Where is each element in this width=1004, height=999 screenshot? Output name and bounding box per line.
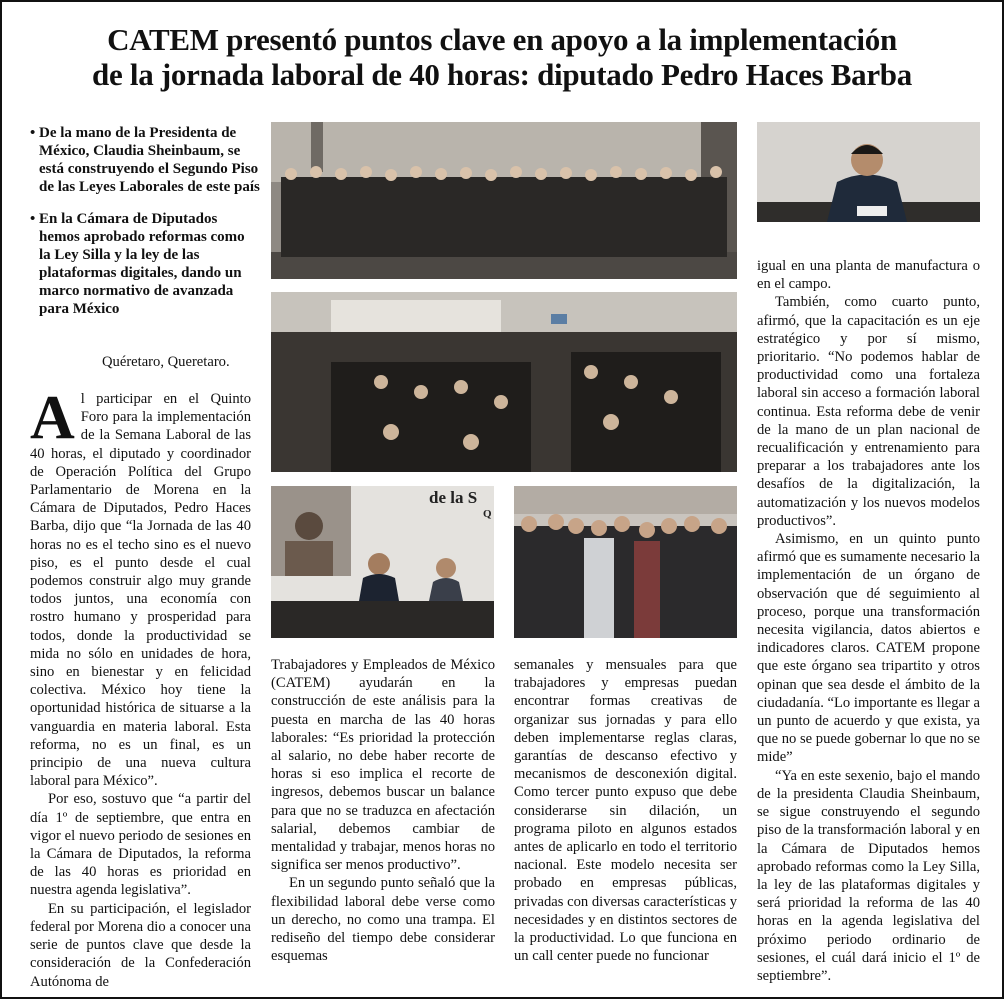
bullet-text: De la mano de la Presidenta de México, Claudia Sheinbaum, se está construyendo el Segundo Piso de las Leyes Laborales de este país xyxy=(39,125,260,195)
summary-bullet xyxy=(30,124,260,196)
paragraph: Trabajadores y Empleados de México (CATEM) ayudarán en la construcción de este análisis para la puesta en marcha de las 40 horas laborales: “Es prioridad la protección al salario, no debe haber recorte de horas si eso implica el recorte de ingresos, debemos buscar un balance para que no se traduzca en afectación salarial, debemos cambiar de mentalidad y trabajar, menos horas no significa ser menos productivo”. xyxy=(271,657,495,874)
article-column-3 xyxy=(514,656,737,965)
small-group-photo xyxy=(514,486,737,638)
paragraph: semanales y mensuales para que trabajadores y empresas puedan encontrar formas creativas de organizar sus jornadas y para ello deben implementarse reglas claras, garantías de descanso efectivo y mecanismos de desconexión digital. Como tercer punto expuso que debe considerarse sin dilación, un programa piloto en algunos estados antes de aplicarlo en todo el territorio nacional. Este modelo necesita ser probado en empresas públicas, privadas con diversas características y necesidades y en distintos sectores de la productividad. Lo que funciona en un call center puede no funcionar xyxy=(514,657,737,965)
paragraph: “Ya en este sexenio, bajo el mando de la presidenta Claudia Sheinbaum, se sigue construyendo el segundo piso de la transformación laboral y en la Cámara de Diputados hemos aprobado reformas como la Ley Silla, la ley de las plataformas digitales y será prioridad la reforma de las 40 horas en la agenda legislativa del próximo periodo ordinario de sesiones, el cuál dará inicio el 1º de septiembre”. xyxy=(757,767,980,984)
paragraph: En un segundo punto señaló que la flexibilidad laboral debe verse como un derecho, no como una trampa. El rediseño del tiempo debe considerar esquemas xyxy=(271,875,495,965)
paragraph: Por eso, sostuvo que “a partir del día 1º de septiembre, que entra en vigor el nuevo periodo de sesiones en la Cámara de Diputados, la reforma de las 40 horas es prioridad en nuestra agenda legislativa”. xyxy=(30,791,251,899)
summary-bullets xyxy=(30,124,260,332)
article-column-4 xyxy=(757,257,980,985)
article-column-2 xyxy=(271,656,495,965)
headline-line-2: de la jornada laboral de 40 horas: diputado Pedro Haces Barba xyxy=(92,57,912,92)
paragraph-text: l participar en el Quinto Foro para la implementación de la Semana Laboral de las 40 horas, el diputado y coordinador de Operación Política del Grupo Parlamentario de Morena en la Cámara de Diputados, Pedro Haces Barba, dijo que “la Jornada de las 40 horas no es el techo sino es el nuevo piso, es el punto desde el cual podemos construir algo muy grande todos juntos, una economía con rostro humano y prosperidad para todos, donde la productividad se mida no sólo en unidades de hora, sino en bienestar y en felicidad colectiva. México hoy tiene la oportunidad histórica de situarse a la vanguardia en materia laboral. Esta reforma, no es un final, es un principio de una nueva cultura laboral para México”. xyxy=(30,391,251,790)
bullet-marker: • xyxy=(30,125,36,141)
paragraph: También, como cuarto punto, afirmó, que la capacitación es un eje estratégico y por sí mismo, prioritario. “No podemos hablar de productividad como una fortaleza laboral sin acceso a formación laboral continua. Esta reforma debe de venir de la mano de un plan nacional de recualificación y entrenamiento para preparar a los trabajadores ante los desafíos de la digitalización, la automatización y los nuevos modelos productivos”. xyxy=(757,294,980,529)
paragraph: Asimismo, en un quinto punto afirmó que es sumamente necesario la implementación de un órgano de observación que dé seguimiento al proceso, porque una transformación necesita vigilancia, datos abiertos e indicadores claros. CATEM propone que este órgano sea tripartito y otros opinan que sea desde el ámbito de la ciudadanía. “Lo importante es llegar a un punto de acuerdo y que exista, ya que no se puede gobernar lo que no se mide” xyxy=(757,531,980,766)
speaker-photo xyxy=(757,122,980,222)
group-photo xyxy=(271,122,737,279)
paragraph: En su participación, el legislador federal por Morena dio a conocer una serie de puntos clave que desde la consideración de la Confederación Autónoma de xyxy=(30,900,251,990)
headline xyxy=(16,22,988,92)
paragraph: igual en una planta de manufactura o en el campo. xyxy=(757,258,980,293)
bullet-text: En la Cámara de Diputados hemos aprobado reformas como la Ley Silla y la ley de las plataformas digitales, dando un marco normativo de avanzada para México xyxy=(39,211,245,317)
audience-photo xyxy=(271,292,737,472)
headline-line-1: CATEM presentó puntos clave en apoyo a la implementación xyxy=(107,22,897,57)
panel-photo xyxy=(271,486,494,638)
bullet-marker: • xyxy=(30,211,36,227)
paragraph xyxy=(30,384,251,790)
banner-text: de la S xyxy=(429,488,478,507)
drop-cap: A xyxy=(30,384,75,452)
summary-bullet xyxy=(30,210,260,318)
dateline: Quéretaro, Queretaro. xyxy=(102,354,230,370)
banner-text-small: Q xyxy=(483,508,492,520)
article-column-1 xyxy=(30,384,251,991)
